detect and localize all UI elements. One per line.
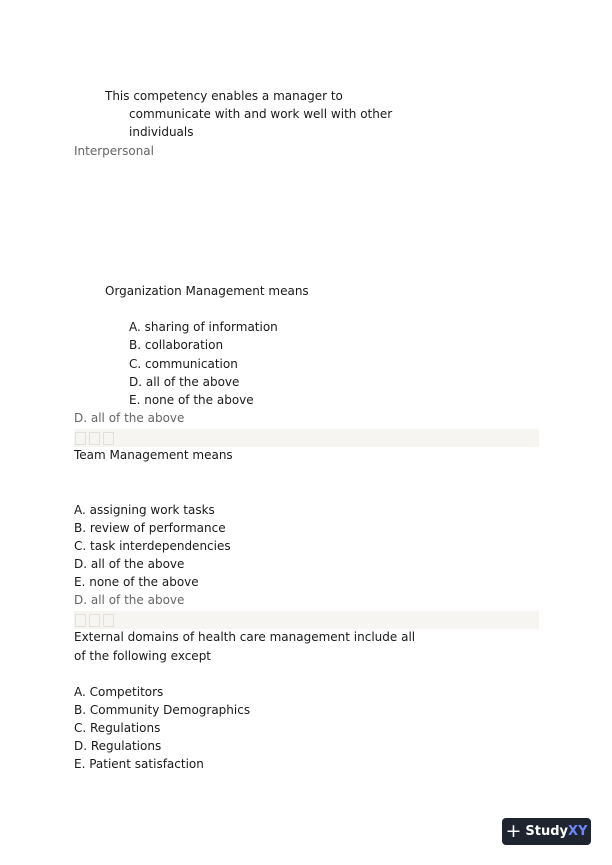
question-2-answer: D. all of the above xyxy=(74,411,185,425)
question-3-answer: D. all of the above xyxy=(74,593,185,607)
placeholder-glyph-icon xyxy=(75,614,86,627)
placeholder-glyph-icon xyxy=(103,614,114,627)
question-3-option-b: B. review of performance xyxy=(74,521,226,535)
question-2-option-d: D. all of the above xyxy=(129,375,240,389)
question-2-text: Organization Management means xyxy=(105,284,309,298)
question-3-option-d: D. all of the above xyxy=(74,557,185,571)
question-1-line-2: communicate with and work well with other xyxy=(129,107,393,121)
question-4-option-e: E. Patient satisfaction xyxy=(74,757,204,771)
question-4-line-2: of the following except xyxy=(74,649,212,663)
placeholder-glyph-icon xyxy=(89,614,100,627)
question-1-line-1: This competency enables a manager to xyxy=(105,89,343,103)
question-2-option-b: B. collaboration xyxy=(129,338,224,352)
question-3-option-e: E. none of the above xyxy=(74,575,199,589)
question-1-answer: Interpersonal xyxy=(74,144,154,158)
question-3-option-a: A. assigning work tasks xyxy=(74,503,215,517)
question-4-line-1: External domains of health care management include all xyxy=(74,630,416,644)
question-4-option-c: C. Regulations xyxy=(74,721,161,735)
question-2-option-c: C. communication xyxy=(129,357,238,371)
placeholder-glyph-icon xyxy=(103,432,114,445)
plus-icon: + xyxy=(505,820,522,842)
question-separator xyxy=(74,429,539,447)
question-4-option-b: B. Community Demographics xyxy=(74,703,251,717)
question-4-option-a: A. Competitors xyxy=(74,685,164,699)
question-2-option-e: E. none of the above xyxy=(129,393,254,407)
question-3-option-c: C. task interdependencies xyxy=(74,539,231,553)
logo-text-suffix: XY xyxy=(568,824,588,839)
question-3-text: Team Management means xyxy=(74,448,233,462)
studyxy-logo[interactable] xyxy=(502,818,591,845)
question-separator xyxy=(74,611,539,629)
logo-text-prefix: Study xyxy=(525,824,569,839)
question-2-option-a: A. sharing of information xyxy=(129,320,278,334)
question-4-option-d: D. Regulations xyxy=(74,739,162,753)
question-1-line-3: individuals xyxy=(129,125,194,139)
placeholder-glyph-icon xyxy=(89,432,100,445)
placeholder-glyph-icon xyxy=(75,432,86,445)
